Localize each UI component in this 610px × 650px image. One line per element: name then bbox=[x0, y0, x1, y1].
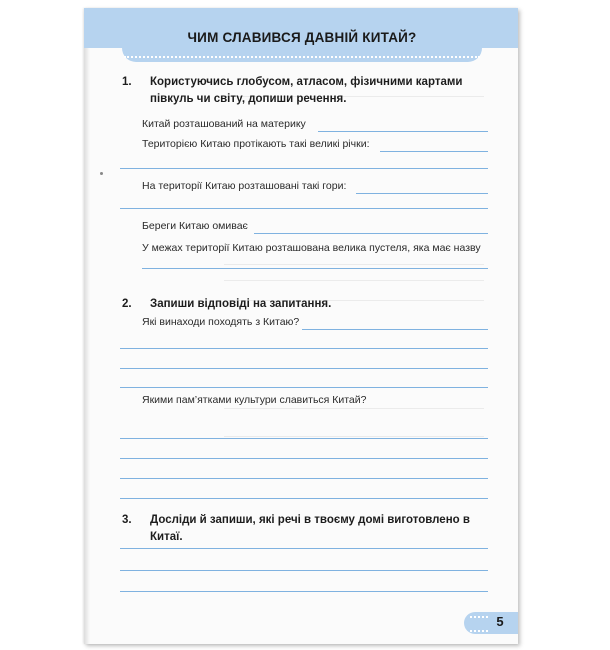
answer-line-rivers[interactable] bbox=[380, 151, 488, 152]
workbook-page bbox=[84, 8, 518, 644]
task-1-prompt-mountains: На території Китаю розташовані такі гори: bbox=[142, 180, 347, 192]
task-1-prompt-rivers: Територією Китаю протікають такі великі річки: bbox=[142, 138, 370, 150]
answer-line-china-items[interactable] bbox=[120, 548, 488, 549]
task-2-prompt-inventions: Які винаходи походять з Китаю? bbox=[142, 316, 300, 328]
ghost-line bbox=[224, 264, 484, 265]
task-2-prompt-monuments: Якими пам’ятками культури славиться Китай? bbox=[142, 394, 367, 406]
answer-line-monuments[interactable] bbox=[120, 438, 488, 439]
task-1-text: Користуючись глобусом, атласом, фізичними картами півкуль чи світу, допиши речення. bbox=[150, 76, 463, 105]
page-number: 5 bbox=[496, 614, 504, 629]
task-2-text: Запиши відповіді на запитання. bbox=[150, 298, 332, 310]
answer-line-inventions[interactable] bbox=[302, 329, 488, 330]
task-2-number: 2. bbox=[122, 298, 132, 310]
answer-line-china-items-2[interactable] bbox=[120, 570, 488, 571]
title-banner bbox=[122, 22, 482, 62]
task-3-text: Досліди й запиши, які речі в твоєму домі виготовлено в Китаї. bbox=[150, 514, 470, 543]
answer-line-monuments-4[interactable] bbox=[120, 498, 488, 499]
ghost-line bbox=[224, 436, 484, 437]
answer-line-seas[interactable] bbox=[254, 233, 488, 234]
answer-line-inventions-4[interactable] bbox=[120, 387, 488, 388]
ghost-line bbox=[224, 408, 484, 409]
answer-line-rivers-2[interactable] bbox=[120, 168, 488, 169]
task-1-prompt-seas: Береги Китаю омиває bbox=[142, 220, 248, 232]
answer-line-monuments-3[interactable] bbox=[120, 478, 488, 479]
margin-mark bbox=[100, 172, 103, 175]
task-3-number: 3. bbox=[122, 514, 132, 526]
task-1-prompt-continent: Китай розташований на материку bbox=[142, 118, 306, 130]
ghost-line bbox=[224, 280, 484, 281]
page-title: ЧИМ СЛАВИВСЯ ДАВНІЙ КИТАЙ? bbox=[187, 30, 417, 45]
answer-line-desert[interactable] bbox=[142, 268, 488, 269]
answer-line-monuments-2[interactable] bbox=[120, 458, 488, 459]
task-1-number: 1. bbox=[122, 76, 132, 88]
page-number-tab bbox=[464, 612, 518, 634]
task-1-prompt-desert: У межах території Китаю розташована велика пустеля, яка має назву bbox=[142, 242, 481, 254]
answer-line-inventions-3[interactable] bbox=[120, 368, 488, 369]
answer-line-continent[interactable] bbox=[318, 131, 488, 132]
answer-line-mountains[interactable] bbox=[356, 193, 488, 194]
answer-line-mountains-2[interactable] bbox=[120, 208, 488, 209]
answer-line-inventions-2[interactable] bbox=[120, 348, 488, 349]
answer-line-china-items-3[interactable] bbox=[120, 591, 488, 592]
